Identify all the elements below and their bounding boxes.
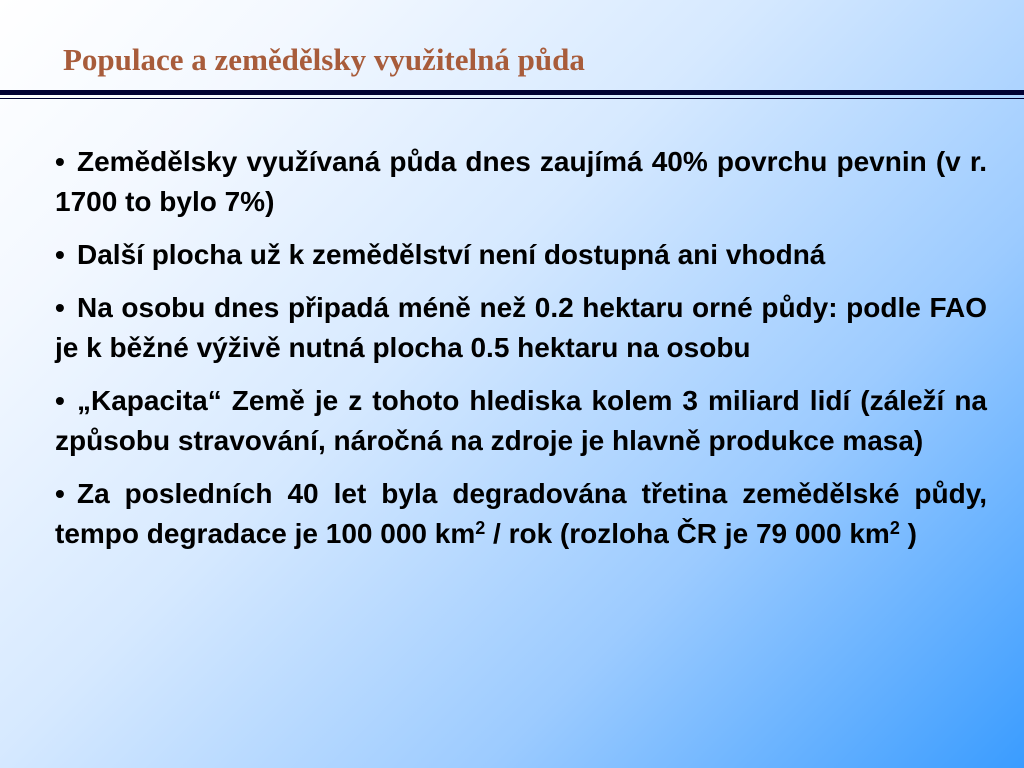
bullet-item <box>55 288 987 368</box>
title-divider-thin <box>0 98 1024 99</box>
bullet-icon: • <box>55 146 65 177</box>
superscript: 2 <box>889 518 900 538</box>
bullet-item <box>55 381 987 461</box>
bullet-item <box>55 235 987 275</box>
bullet-icon: • <box>55 292 65 323</box>
slide-title: Populace a zemědělsky využitelná půda <box>63 42 585 77</box>
bullet-text: „Kapacita“ Země je z tohoto hlediska kolem 3 miliard lidí (záleží na způsobu stravování, náročná na zdroje je hlavně produkce masa) <box>55 385 987 456</box>
bullet-icon: • <box>55 478 65 509</box>
bullet-text-part: ) <box>899 518 917 549</box>
title-divider-thick <box>0 90 1024 95</box>
bullet-item <box>55 142 987 222</box>
bullet-list <box>55 142 987 567</box>
bullet-text: Na osobu dnes připadá méně než 0.2 hektaru orné půdy: podle FAO je k běžné výživě nutná plocha 0.5 hektaru na osobu <box>55 292 987 363</box>
bullet-text-part: / rok (rozloha ČR je 79 000 km <box>485 518 890 549</box>
bullet-text: Další plocha už k zemědělství není dostupná ani vhodná <box>77 239 826 270</box>
bullet-icon: • <box>55 239 65 270</box>
bullet-item <box>55 474 987 554</box>
bullet-text-part: Za posledních 40 let byla degradována třetina zemědělské půdy, tempo degradace je 100 000 km <box>55 478 987 549</box>
bullet-text: Zemědělsky využívaná půda dnes zaujímá 40% povrchu pevnin (v r. 1700 to bylo 7%) <box>55 146 987 217</box>
bullet-icon: • <box>55 385 65 416</box>
superscript: 2 <box>475 518 486 538</box>
